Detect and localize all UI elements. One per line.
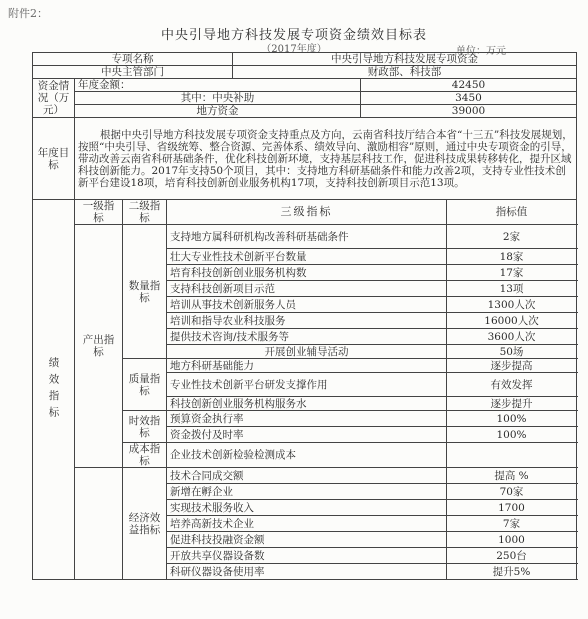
- project-name-value: 中央引导地方科技发展专项资金: [233, 53, 577, 66]
- table-row-value: 18家: [447, 249, 577, 265]
- table-row-value: 2家: [447, 225, 577, 249]
- table-row: 培养高新技术企业: [167, 516, 447, 532]
- table-row-value: 250台: [447, 548, 577, 564]
- goal-label: 年度目标: [33, 118, 75, 200]
- table-row-value: 16000人次: [447, 313, 577, 329]
- annual-total-value: 42450: [361, 79, 577, 92]
- table-row-value: 提高 %: [447, 468, 577, 484]
- central-label: 其中：中央补助: [75, 92, 361, 105]
- output-label: 产出指标: [75, 225, 123, 468]
- header-level2: 二级指标: [123, 200, 167, 225]
- annual-total-label: 年度金额：: [75, 79, 361, 92]
- page-title: 中央引导地方科技发展专项资金绩效目标表: [160, 28, 427, 43]
- local-label: 地方资金: [75, 105, 361, 118]
- table-row-value: 7家: [447, 516, 577, 532]
- table-row-value: 逐步提升: [447, 397, 577, 411]
- table-row: 地方科研基础能力: [167, 359, 447, 373]
- table-row-value: 100%: [447, 427, 577, 443]
- dept-value: 财政部、科技部: [233, 66, 577, 79]
- table-row: 预算资金执行率: [167, 411, 447, 427]
- table-row-value: 1000: [447, 532, 577, 548]
- table-row-value: 13项: [447, 281, 577, 297]
- table-row: 壮大专业性技术创新平台数量: [167, 249, 447, 265]
- table-row-value: 3600人次: [447, 329, 577, 345]
- dept-label: 中央主管部门: [33, 66, 233, 79]
- table-row: 培育科技创新创业服务机构数: [167, 265, 447, 281]
- goal-text: 根据中央引导地方科技发展专项资金支持重点及方向，云南省科技厅结合本省“十三五”科技发展规划，按照“中央引导、省级统筹、整合资源、完善体系、绩效导向、激励相容”原则，通过中央专项资金的引导，带动改善云南省科研基础条件，优化科技创新环境，支持基层科技工作，促进科技成果转移转化，提升区域科技创新能力。2017年支持50个项目，其中：支持地方科研基础条件和能力改善2项，支持专业性技术创新平台建设18项，培育科技创新创业服务机构17项，支持科技创新项目示范13项。: [75, 118, 577, 200]
- table-row: 科技创新创业服务机构服务水: [167, 397, 447, 411]
- performance-table: [32, 52, 577, 580]
- table-row-value: 1700: [447, 500, 577, 516]
- table-row-value: 逐步提高: [447, 359, 577, 373]
- table-row-value: 提升5%: [447, 564, 577, 580]
- table-row-value: 17家: [447, 265, 577, 281]
- performance-label: 绩效指标: [47, 356, 60, 423]
- timeliness-label: 时效指标: [123, 411, 167, 443]
- table-row-value: 50场: [447, 345, 577, 359]
- outcome-blank-cell: [75, 468, 123, 580]
- table-row-value: 1300人次: [447, 297, 577, 313]
- attachment-label: 附件2：: [8, 7, 48, 20]
- table-row: 培训从事技术创新服务人员: [167, 297, 447, 313]
- header-value: 指标值: [447, 200, 577, 225]
- table-row: 实现技术服务收入: [167, 500, 447, 516]
- funds-label: 资金情况（万元）: [33, 79, 75, 118]
- table-row: 新增在孵企业: [167, 484, 447, 500]
- table-row: 技术合同成交额: [167, 468, 447, 484]
- header-level3: 三级指标: [167, 200, 447, 225]
- performance-label-cell: [33, 200, 75, 580]
- quantity-label: 数量指标: [123, 225, 167, 359]
- table-row: 专业性技术创新平台研发支撑作用: [167, 373, 447, 397]
- table-row: 培训和指导农业科技服务: [167, 313, 447, 329]
- table-row-value: 100%: [447, 411, 577, 427]
- table-row-value: 有效发挥: [447, 373, 577, 397]
- year-label: （2017年度）: [261, 44, 327, 55]
- table-row: 提供技术咨询/技术服务等: [167, 329, 447, 345]
- table-row: 资金拨付及时率: [167, 427, 447, 443]
- table-row: 支持地方属科研机构改善科研基础条件: [167, 225, 447, 249]
- project-name-label: 专项名称: [33, 53, 233, 66]
- unit-label: 单位：万元: [456, 46, 506, 57]
- table-row-value: 70家: [447, 484, 577, 500]
- quality-label: 质量指标: [123, 359, 167, 411]
- table-row: 支持科技创新项目示范: [167, 281, 447, 297]
- table-row: 企业技术创新检验检测成本: [167, 443, 447, 468]
- table-row-value: [447, 443, 577, 468]
- cost-label: 成本指标: [123, 443, 167, 468]
- local-value: 39000: [361, 105, 577, 118]
- header-level1: 一级指标: [75, 200, 123, 225]
- table-row: 科研仪器设备使用率: [167, 564, 447, 580]
- table-row: 促进科技投融资金额: [167, 532, 447, 548]
- central-value: 3450: [361, 92, 577, 105]
- economic-label: 经济效益指标: [123, 468, 167, 580]
- table-row: 开放共享仪器设备数: [167, 548, 447, 564]
- table-row: 开展创业辅导活动: [167, 345, 447, 359]
